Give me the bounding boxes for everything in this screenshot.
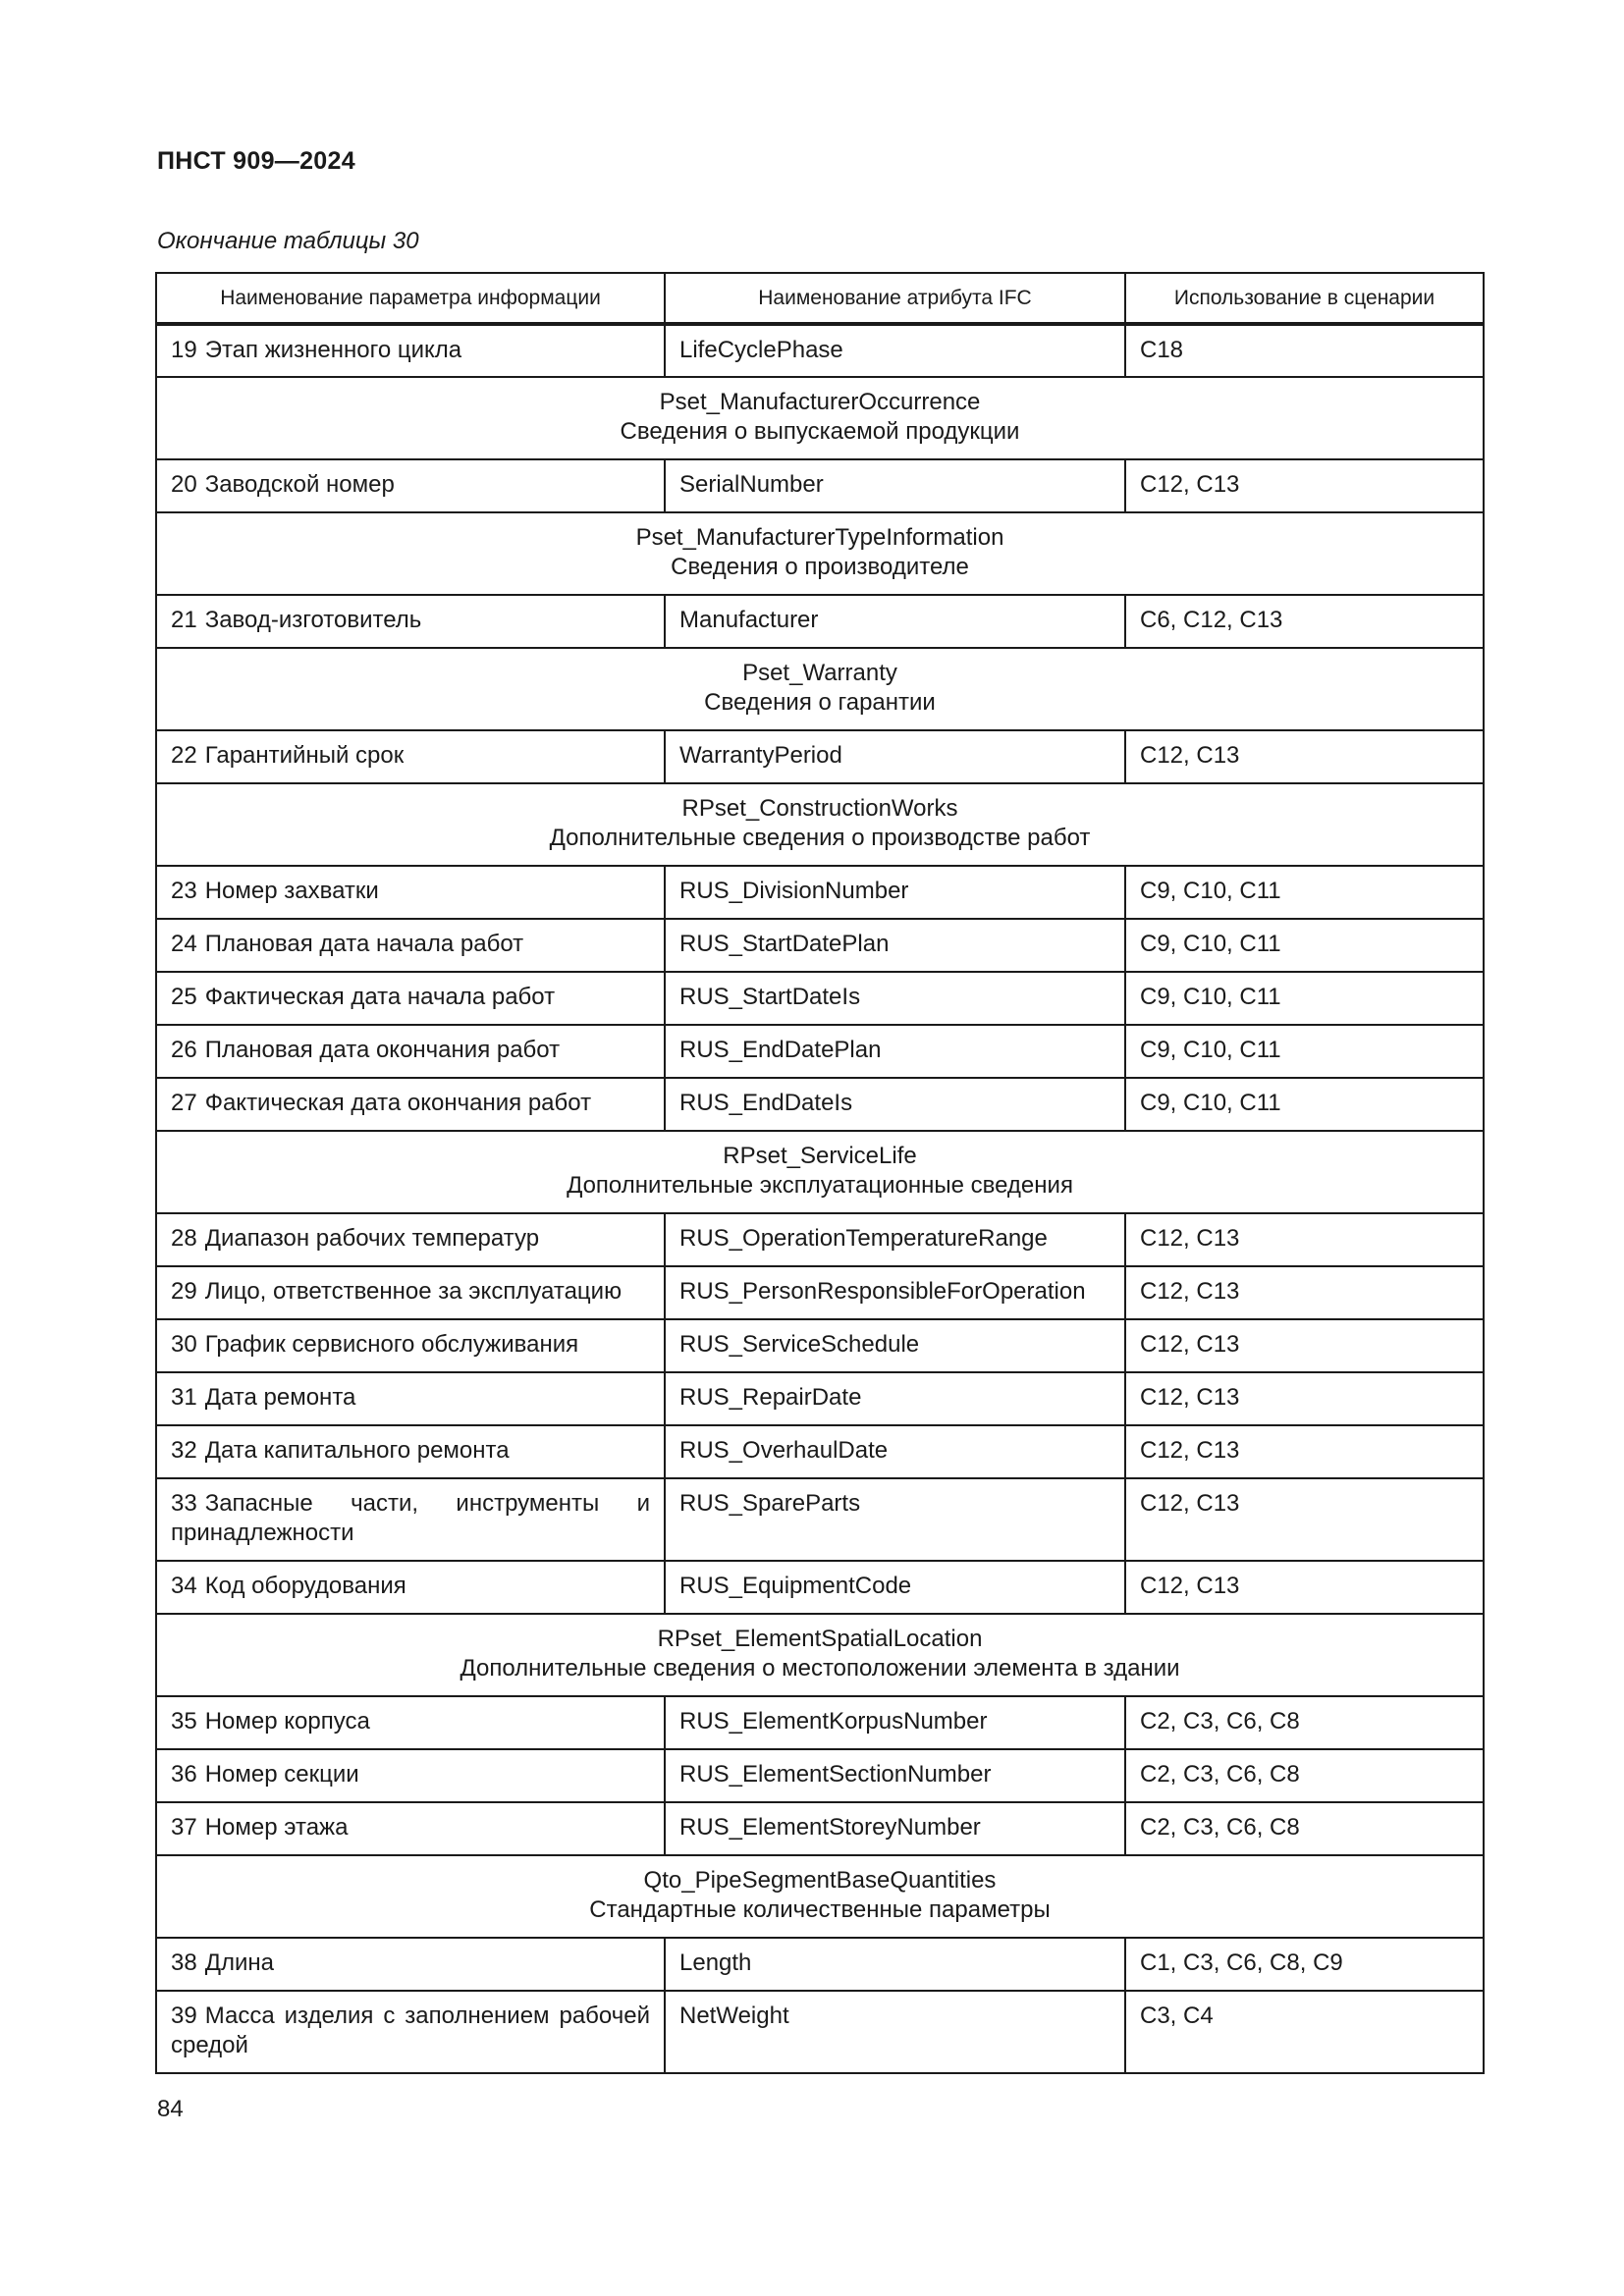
property-set-description: Стандартные количественные параметры	[589, 1896, 1051, 1923]
parameter-number: 38	[171, 1949, 197, 1976]
property-set-name: RPset_ElementSpatialLocation	[657, 1626, 983, 1652]
table-row	[156, 919, 1484, 972]
parameter-label	[171, 1489, 650, 1548]
usage-cell: C9, C10, C11	[1125, 866, 1484, 919]
parameter-cell	[156, 919, 665, 972]
usage-cell: C6, C12, C13	[1125, 595, 1484, 648]
property-set-cell	[156, 377, 1484, 459]
parameter-cell	[156, 595, 665, 648]
parameter-cell	[156, 866, 665, 919]
ifc-attribute-cell: RUS_StartDateIs	[665, 972, 1125, 1025]
table-row	[156, 866, 1484, 919]
parameter-name: Гарантийный срок	[204, 742, 405, 769]
ifc-attribute-cell: NetWeight	[665, 1991, 1125, 2073]
parameter-cell	[156, 1696, 665, 1749]
parameter-cell	[156, 1266, 665, 1319]
property-set-description: Дополнительные сведения о местоположении элемента в здании	[460, 1655, 1180, 1682]
document-code: ПНСТ 909—2024	[157, 147, 355, 175]
ifc-attribute-cell: Manufacturer	[665, 595, 1125, 648]
table-row	[156, 1425, 1484, 1478]
parameter-cell	[156, 1319, 665, 1372]
ifc-attribute-cell: RUS_ElementStoreyNumber	[665, 1802, 1125, 1855]
property-set-group-row	[156, 783, 1484, 866]
usage-cell: C9, C10, C11	[1125, 1025, 1484, 1078]
parameter-number: 24	[171, 931, 197, 957]
parameter-name: Номер захватки	[204, 878, 379, 904]
parameter-cell	[156, 1749, 665, 1802]
parameter-number: 36	[171, 1761, 197, 1788]
table-row	[156, 595, 1484, 648]
parameter-name: Заводской номер	[204, 471, 395, 498]
parameter-label	[171, 1949, 650, 1978]
ifc-attribute-cell: RUS_DivisionNumber	[665, 866, 1125, 919]
usage-cell: C9, C10, C11	[1125, 919, 1484, 972]
property-set-group-row	[156, 377, 1484, 459]
property-set-group-row	[156, 1855, 1484, 1938]
usage-cell: C9, C10, C11	[1125, 972, 1484, 1025]
parameter-name: Дата ремонта	[204, 1384, 356, 1411]
parameter-cell	[156, 972, 665, 1025]
parameter-number: 39	[171, 2002, 197, 2029]
parameter-label	[171, 1383, 650, 1413]
parameter-name: Код оборудования	[204, 1573, 406, 1599]
property-set-description: Сведения о выпускаемой продукции	[620, 418, 1020, 445]
parameter-number: 28	[171, 1225, 197, 1252]
parameter-number: 35	[171, 1708, 197, 1735]
usage-cell: C12, C13	[1125, 1266, 1484, 1319]
ifc-attribute-cell: RUS_PersonResponsibleForOperation	[665, 1266, 1125, 1319]
property-set-description: Дополнительные сведения о производстве работ	[549, 825, 1091, 851]
parameter-cell	[156, 324, 665, 377]
usage-cell: C12, C13	[1125, 1213, 1484, 1266]
table-row	[156, 1266, 1484, 1319]
property-set-description: Сведения о производителе	[671, 554, 969, 580]
table-row	[156, 1319, 1484, 1372]
usage-cell: C12, C13	[1125, 1425, 1484, 1478]
parameter-label	[171, 336, 650, 365]
parameter-label	[171, 1036, 650, 1065]
parameter-name: Плановая дата окончания работ	[204, 1037, 561, 1063]
property-set-group-row	[156, 648, 1484, 730]
property-set-name: RPset_ServiceLife	[723, 1143, 917, 1169]
table-row	[156, 1025, 1484, 1078]
table-row	[156, 1938, 1484, 1991]
parameter-label	[171, 1436, 650, 1466]
table-caption: Окончание таблицы 30	[157, 228, 419, 254]
usage-cell: C1, C3, C6, C8, C9	[1125, 1938, 1484, 1991]
table-row	[156, 1078, 1484, 1131]
parameter-cell	[156, 1561, 665, 1614]
parameter-label	[171, 1813, 650, 1842]
usage-cell: C2, C3, C6, C8	[1125, 1696, 1484, 1749]
table-row	[156, 459, 1484, 512]
table-row	[156, 972, 1484, 1025]
parameter-name: Номер этажа	[204, 1814, 349, 1841]
parameter-cell	[156, 1991, 665, 2073]
column-header-usage: Использование в сценарии	[1125, 273, 1484, 324]
parameter-cell	[156, 1213, 665, 1266]
parameter-label	[171, 1089, 650, 1118]
parameter-cell	[156, 1802, 665, 1855]
ifc-attribute-cell: Length	[665, 1938, 1125, 1991]
ifc-attribute-cell: RUS_EndDatePlan	[665, 1025, 1125, 1078]
property-set-group-row	[156, 1614, 1484, 1696]
parameter-label	[171, 1277, 650, 1307]
usage-cell: C12, C13	[1125, 730, 1484, 783]
table-row	[156, 1478, 1484, 1561]
property-set-description: Дополнительные эксплуатационные сведения	[567, 1172, 1073, 1199]
ifc-attribute-cell: RUS_ElementSectionNumber	[665, 1749, 1125, 1802]
parameter-label	[171, 741, 650, 771]
ifc-attribute-cell: RUS_OverhaulDate	[665, 1425, 1125, 1478]
parameter-name: Лицо, ответственное за эксплуатацию	[204, 1278, 623, 1305]
table-row	[156, 1991, 1484, 2073]
parameter-number: 37	[171, 1814, 197, 1841]
parameter-label	[171, 877, 650, 906]
parameter-cell	[156, 459, 665, 512]
parameter-label	[171, 930, 650, 959]
parameter-name: Дата капитального ремонта	[204, 1437, 510, 1464]
property-set-group-row	[156, 1131, 1484, 1213]
property-set-cell	[156, 783, 1484, 866]
usage-cell: C12, C13	[1125, 1319, 1484, 1372]
table-row	[156, 1696, 1484, 1749]
parameter-name: Длина	[204, 1949, 274, 1976]
table-row	[156, 1749, 1484, 1802]
property-set-cell	[156, 1855, 1484, 1938]
parameter-cell	[156, 1938, 665, 1991]
table-header-row	[156, 273, 1484, 324]
table-body	[156, 324, 1484, 2073]
parameter-number: 29	[171, 1278, 197, 1305]
parameter-cell	[156, 730, 665, 783]
property-set-name: Pset_ManufacturerOccurrence	[659, 389, 981, 415]
property-set-name: RPset_ConstructionWorks	[681, 795, 958, 822]
property-set-group-row	[156, 512, 1484, 595]
property-set-name: Pset_ManufacturerTypeInformation	[635, 524, 1004, 551]
parameter-cell	[156, 1425, 665, 1478]
parameter-cell	[156, 1478, 665, 1561]
parameter-label	[171, 2002, 650, 2060]
parameter-label	[171, 1330, 650, 1360]
parameter-number: 26	[171, 1037, 197, 1063]
column-header-ifc-attribute: Наименование атрибута IFC	[665, 273, 1125, 324]
parameter-number: 27	[171, 1090, 197, 1116]
usage-cell: C12, C13	[1125, 1478, 1484, 1561]
usage-cell: C2, C3, C6, C8	[1125, 1749, 1484, 1802]
ifc-attribute-cell: RUS_EquipmentCode	[665, 1561, 1125, 1614]
table-row	[156, 1213, 1484, 1266]
parameter-number: 20	[171, 471, 197, 498]
parameter-name: Масса изделия с заполнением рабочей средой	[171, 2002, 650, 2058]
parameter-label	[171, 1224, 650, 1254]
ifc-attribute-cell: RUS_EndDateIs	[665, 1078, 1125, 1131]
parameter-label	[171, 1572, 650, 1601]
usage-cell: C18	[1125, 324, 1484, 377]
parameter-number: 32	[171, 1437, 197, 1464]
ifc-attribute-cell: RUS_SpareParts	[665, 1478, 1125, 1561]
ifc-attribute-cell: WarrantyPeriod	[665, 730, 1125, 783]
ifc-attribute-cell: LifeCyclePhase	[665, 324, 1125, 377]
parameter-number: 19	[171, 337, 197, 363]
property-set-description: Сведения о гарантии	[704, 689, 936, 716]
parameter-label	[171, 983, 650, 1012]
usage-cell: C12, C13	[1125, 1561, 1484, 1614]
parameter-name: Запасные части, инструменты и принадлежности	[171, 1490, 650, 1546]
parameter-label	[171, 470, 650, 500]
table-row	[156, 324, 1484, 377]
table-row	[156, 1802, 1484, 1855]
ifc-attribute-cell: RUS_StartDatePlan	[665, 919, 1125, 972]
parameter-name: Номер секции	[204, 1761, 359, 1788]
parameter-number: 30	[171, 1331, 197, 1358]
usage-cell: C12, C13	[1125, 459, 1484, 512]
parameter-label	[171, 1760, 650, 1789]
parameter-name: График сервисного обслуживания	[204, 1331, 579, 1358]
property-set-cell	[156, 648, 1484, 730]
parameter-number: 25	[171, 984, 197, 1010]
usage-cell: C2, C3, C6, C8	[1125, 1802, 1484, 1855]
parameter-cell	[156, 1372, 665, 1425]
property-set-cell	[156, 512, 1484, 595]
parameter-label	[171, 606, 650, 635]
column-header-parameter: Наименование параметра информации	[156, 273, 665, 324]
ifc-attribute-cell: RUS_ServiceSchedule	[665, 1319, 1125, 1372]
parameter-number: 21	[171, 607, 197, 633]
parameter-name: Фактическая дата окончания работ	[204, 1090, 592, 1116]
parameter-name: Завод-изготовитель	[204, 607, 422, 633]
ifc-attribute-cell: RUS_ElementKorpusNumber	[665, 1696, 1125, 1749]
parameter-name: Этап жизненного цикла	[204, 337, 462, 363]
table-row	[156, 730, 1484, 783]
usage-cell: C3, C4	[1125, 1991, 1484, 2073]
ifc-attribute-cell: RUS_RepairDate	[665, 1372, 1125, 1425]
parameter-number: 33	[171, 1490, 197, 1517]
page-number: 84	[157, 2096, 184, 2122]
parameter-cell	[156, 1025, 665, 1078]
usage-cell: C12, C13	[1125, 1372, 1484, 1425]
parameter-number: 22	[171, 742, 197, 769]
parameter-name: Плановая дата начала работ	[204, 931, 524, 957]
parameter-number: 31	[171, 1384, 197, 1411]
ifc-attribute-cell: SerialNumber	[665, 459, 1125, 512]
parameter-name: Диапазон рабочих температур	[204, 1225, 540, 1252]
property-set-name: Qto_PipeSegmentBaseQuantities	[643, 1867, 997, 1894]
parameter-label	[171, 1707, 650, 1736]
usage-cell: C9, C10, C11	[1125, 1078, 1484, 1131]
parameter-name: Фактическая дата начала работ	[204, 984, 556, 1010]
table-row	[156, 1561, 1484, 1614]
property-set-name: Pset_Warranty	[742, 660, 897, 686]
parameters-table	[155, 272, 1485, 2074]
ifc-attribute-cell: RUS_OperationTemperatureRange	[665, 1213, 1125, 1266]
parameter-number: 23	[171, 878, 197, 904]
property-set-cell	[156, 1131, 1484, 1213]
property-set-cell	[156, 1614, 1484, 1696]
table-row	[156, 1372, 1484, 1425]
parameter-number: 34	[171, 1573, 197, 1599]
parameter-name: Номер корпуса	[204, 1708, 370, 1735]
parameter-cell	[156, 1078, 665, 1131]
